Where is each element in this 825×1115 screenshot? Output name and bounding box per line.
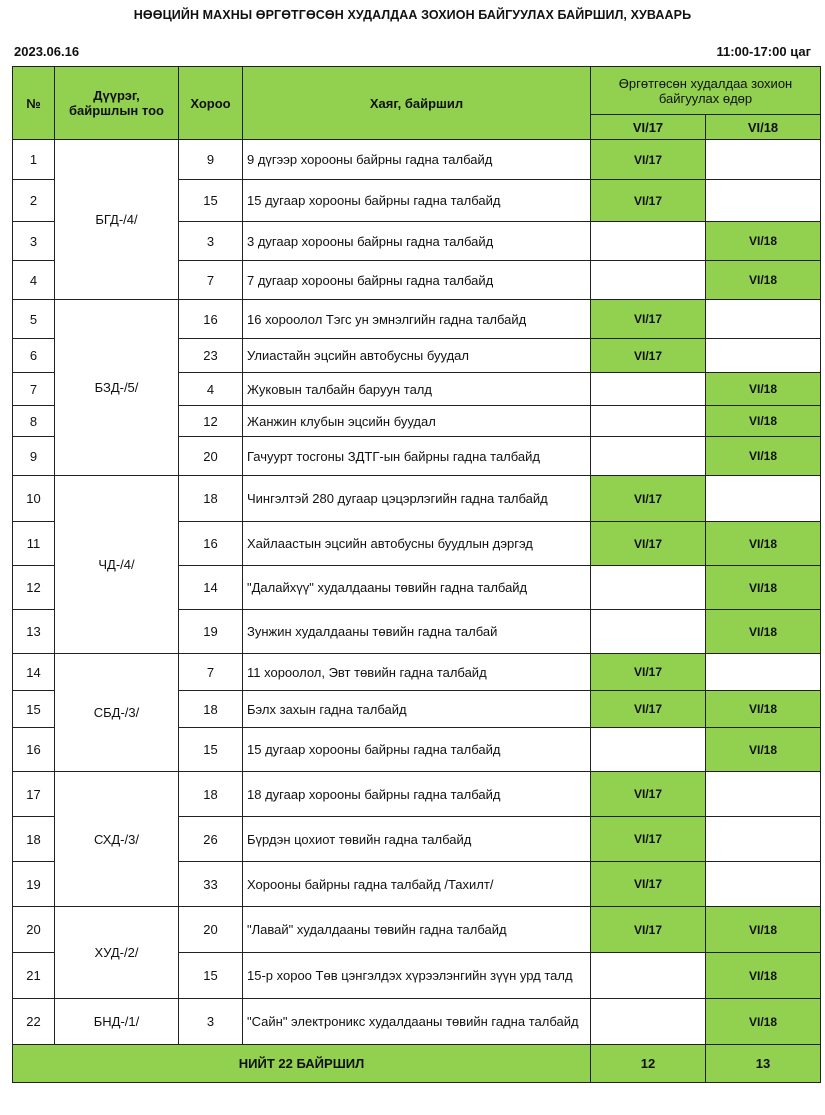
- row-number: 5: [13, 300, 55, 339]
- day-17-cell: [591, 406, 706, 437]
- address-cell: Жуковын талбайн баруун талд: [243, 373, 591, 406]
- row-number: 1: [13, 140, 55, 180]
- day-18-cell: [706, 339, 821, 373]
- district-cell: СХД-/3/: [55, 772, 179, 907]
- day-17-cell: VI/17: [591, 772, 706, 817]
- day-18-cell: [706, 862, 821, 907]
- day-18-cell: VI/18: [706, 610, 821, 654]
- khoroo-cell: 20: [179, 907, 243, 953]
- day-17-cell: VI/17: [591, 862, 706, 907]
- district-cell: БГД-/4/: [55, 140, 179, 300]
- khoroo-cell: 16: [179, 300, 243, 339]
- day-18-cell: [706, 140, 821, 180]
- row-number: 7: [13, 373, 55, 406]
- day-18-cell: VI/18: [706, 728, 821, 772]
- khoroo-cell: 3: [179, 999, 243, 1045]
- header-days-group: Өргөтгөсөн худалдаа зохион байгуулах өдөр: [591, 67, 821, 115]
- row-number: 2: [13, 180, 55, 222]
- time-label: 11:00-17:00 цаг: [716, 44, 811, 59]
- day-17-cell: VI/17: [591, 300, 706, 339]
- day-17-cell: VI/17: [591, 817, 706, 862]
- row-number: 11: [13, 522, 55, 566]
- header-day-17: VI/17: [591, 115, 706, 140]
- day-18-cell: [706, 476, 821, 522]
- address-cell: Улиастайн эцсийн автобусны буудал: [243, 339, 591, 373]
- khoroo-cell: 20: [179, 437, 243, 476]
- address-cell: 16 хороолол Тэгс ун эмнэлгийн гадна талбайд: [243, 300, 591, 339]
- khoroo-cell: 7: [179, 654, 243, 691]
- day-18-cell: VI/18: [706, 373, 821, 406]
- day-18-cell: VI/18: [706, 907, 821, 953]
- row-number: 13: [13, 610, 55, 654]
- day-18-cell: VI/18: [706, 999, 821, 1045]
- address-cell: Бүрдэн цохиот төвийн гадна талбайд: [243, 817, 591, 862]
- khoroo-cell: 7: [179, 261, 243, 300]
- khoroo-cell: 16: [179, 522, 243, 566]
- day-17-cell: VI/17: [591, 654, 706, 691]
- total-label: НИЙТ 22 БАЙРШИЛ: [13, 1045, 591, 1083]
- khoroo-cell: 18: [179, 772, 243, 817]
- row-number: 16: [13, 728, 55, 772]
- row-number: 21: [13, 953, 55, 999]
- table-row: [13, 140, 821, 180]
- header-khoroo: Хороо: [179, 67, 243, 140]
- row-number: 14: [13, 654, 55, 691]
- row-number: 4: [13, 261, 55, 300]
- header-day-18: VI/18: [706, 115, 821, 140]
- table-row: [13, 907, 821, 953]
- address-cell: Бэлх захын гадна талбайд: [243, 691, 591, 728]
- address-cell: 18 дугаар хорооны байрны гадна талбайд: [243, 772, 591, 817]
- row-number: 6: [13, 339, 55, 373]
- address-cell: 3 дугаар хорооны байрны гадна талбайд: [243, 222, 591, 261]
- table-row: [13, 999, 821, 1045]
- day-17-cell: [591, 610, 706, 654]
- row-number: 3: [13, 222, 55, 261]
- district-cell: ЧД-/4/: [55, 476, 179, 654]
- day-17-cell: VI/17: [591, 476, 706, 522]
- address-cell: Зунжин худалдааны төвийн гадна талбай: [243, 610, 591, 654]
- row-number: 19: [13, 862, 55, 907]
- khoroo-cell: 33: [179, 862, 243, 907]
- district-cell: БЗД-/5/: [55, 300, 179, 476]
- total-row: [13, 1045, 821, 1083]
- header-address: Хаяг, байршил: [243, 67, 591, 140]
- day-18-cell: VI/18: [706, 953, 821, 999]
- khoroo-cell: 9: [179, 140, 243, 180]
- khoroo-cell: 18: [179, 476, 243, 522]
- khoroo-cell: 15: [179, 953, 243, 999]
- address-cell: Чингэлтэй 280 дугаар цэцэрлэгийн гадна талбайд: [243, 476, 591, 522]
- day-18-cell: [706, 654, 821, 691]
- day-17-cell: [591, 222, 706, 261]
- table-row: [13, 772, 821, 817]
- day-17-cell: [591, 953, 706, 999]
- day-17-cell: VI/17: [591, 691, 706, 728]
- district-cell: СБД-/3/: [55, 654, 179, 772]
- day-17-cell: [591, 437, 706, 476]
- district-cell: ХУД-/2/: [55, 907, 179, 999]
- khoroo-cell: 14: [179, 566, 243, 610]
- address-cell: 11 хороолол, Эвт төвийн гадна талбайд: [243, 654, 591, 691]
- khoroo-cell: 15: [179, 180, 243, 222]
- row-number: 15: [13, 691, 55, 728]
- day-18-cell: [706, 300, 821, 339]
- khoroo-cell: 23: [179, 339, 243, 373]
- day-18-cell: VI/18: [706, 261, 821, 300]
- address-cell: Хорооны байрны гадна талбайд /Тахилт/: [243, 862, 591, 907]
- row-number: 22: [13, 999, 55, 1045]
- khoroo-cell: 4: [179, 373, 243, 406]
- day-18-cell: VI/18: [706, 406, 821, 437]
- khoroo-cell: 18: [179, 691, 243, 728]
- address-cell: "Сайн" электроникс худалдааны төвийн гадна талбайд: [243, 999, 591, 1045]
- khoroo-cell: 26: [179, 817, 243, 862]
- day-18-cell: VI/18: [706, 222, 821, 261]
- address-cell: Гачуурт тосгоны ЗДТГ-ын байрны гадна талбайд: [243, 437, 591, 476]
- total-day-17: 12: [591, 1045, 706, 1083]
- district-cell: БНД-/1/: [55, 999, 179, 1045]
- day-18-cell: [706, 180, 821, 222]
- address-cell: "Далайхүү" худалдааны төвийн гадна талбайд: [243, 566, 591, 610]
- address-cell: "Лавай" худалдааны төвийн гадна талбайд: [243, 907, 591, 953]
- date-label: 2023.06.16: [14, 44, 80, 59]
- address-cell: 15 дугаар хорооны байрны гадна талбайд: [243, 728, 591, 772]
- day-17-cell: VI/17: [591, 339, 706, 373]
- day-17-cell: VI/17: [591, 180, 706, 222]
- day-18-cell: [706, 772, 821, 817]
- table-body: [13, 140, 821, 1045]
- day-17-cell: VI/17: [591, 907, 706, 953]
- address-cell: 15 дугаар хорооны байрны гадна талбайд: [243, 180, 591, 222]
- row-number: 17: [13, 772, 55, 817]
- day-17-cell: VI/17: [591, 140, 706, 180]
- total-day-18: 13: [706, 1045, 821, 1083]
- khoroo-cell: 19: [179, 610, 243, 654]
- table-row: [13, 476, 821, 522]
- address-cell: 9 дүгээр хорооны байрны гадна талбайд: [243, 140, 591, 180]
- row-number: 8: [13, 406, 55, 437]
- khoroo-cell: 15: [179, 728, 243, 772]
- day-17-cell: VI/17: [591, 522, 706, 566]
- address-cell: Хайлаастын эцсийн автобусны буудлын дэргэд: [243, 522, 591, 566]
- row-number: 18: [13, 817, 55, 862]
- day-18-cell: VI/18: [706, 566, 821, 610]
- table-row: [13, 654, 821, 691]
- row-number: 10: [13, 476, 55, 522]
- day-17-cell: [591, 728, 706, 772]
- address-cell: 15-р хороо Төв цэнгэлдэх хүрээлэнгийн зүүн урд талд: [243, 953, 591, 999]
- header-num: №: [13, 67, 55, 140]
- day-17-cell: [591, 261, 706, 300]
- day-17-cell: [591, 999, 706, 1045]
- table-row: [13, 300, 821, 339]
- row-number: 12: [13, 566, 55, 610]
- header-district: Дүүрэг, байршлын тоо: [55, 67, 179, 140]
- day-17-cell: [591, 373, 706, 406]
- row-number: 20: [13, 907, 55, 953]
- schedule-table: [12, 66, 821, 1083]
- address-cell: 7 дугаар хорооны байрны гадна талбайд: [243, 261, 591, 300]
- page-title: НӨӨЦИЙН МАХНЫ ӨРГӨТГӨСӨН ХУДАЛДАА ЗОХИОН БАЙГУУЛАХ БАЙРШИЛ, ХУВААРЬ: [133, 8, 692, 22]
- day-18-cell: VI/18: [706, 522, 821, 566]
- address-cell: Жанжин клубын эцсийн буудал: [243, 406, 591, 437]
- day-17-cell: [591, 566, 706, 610]
- day-18-cell: [706, 817, 821, 862]
- khoroo-cell: 3: [179, 222, 243, 261]
- row-number: 9: [13, 437, 55, 476]
- khoroo-cell: 12: [179, 406, 243, 437]
- day-18-cell: VI/18: [706, 437, 821, 476]
- day-18-cell: VI/18: [706, 691, 821, 728]
